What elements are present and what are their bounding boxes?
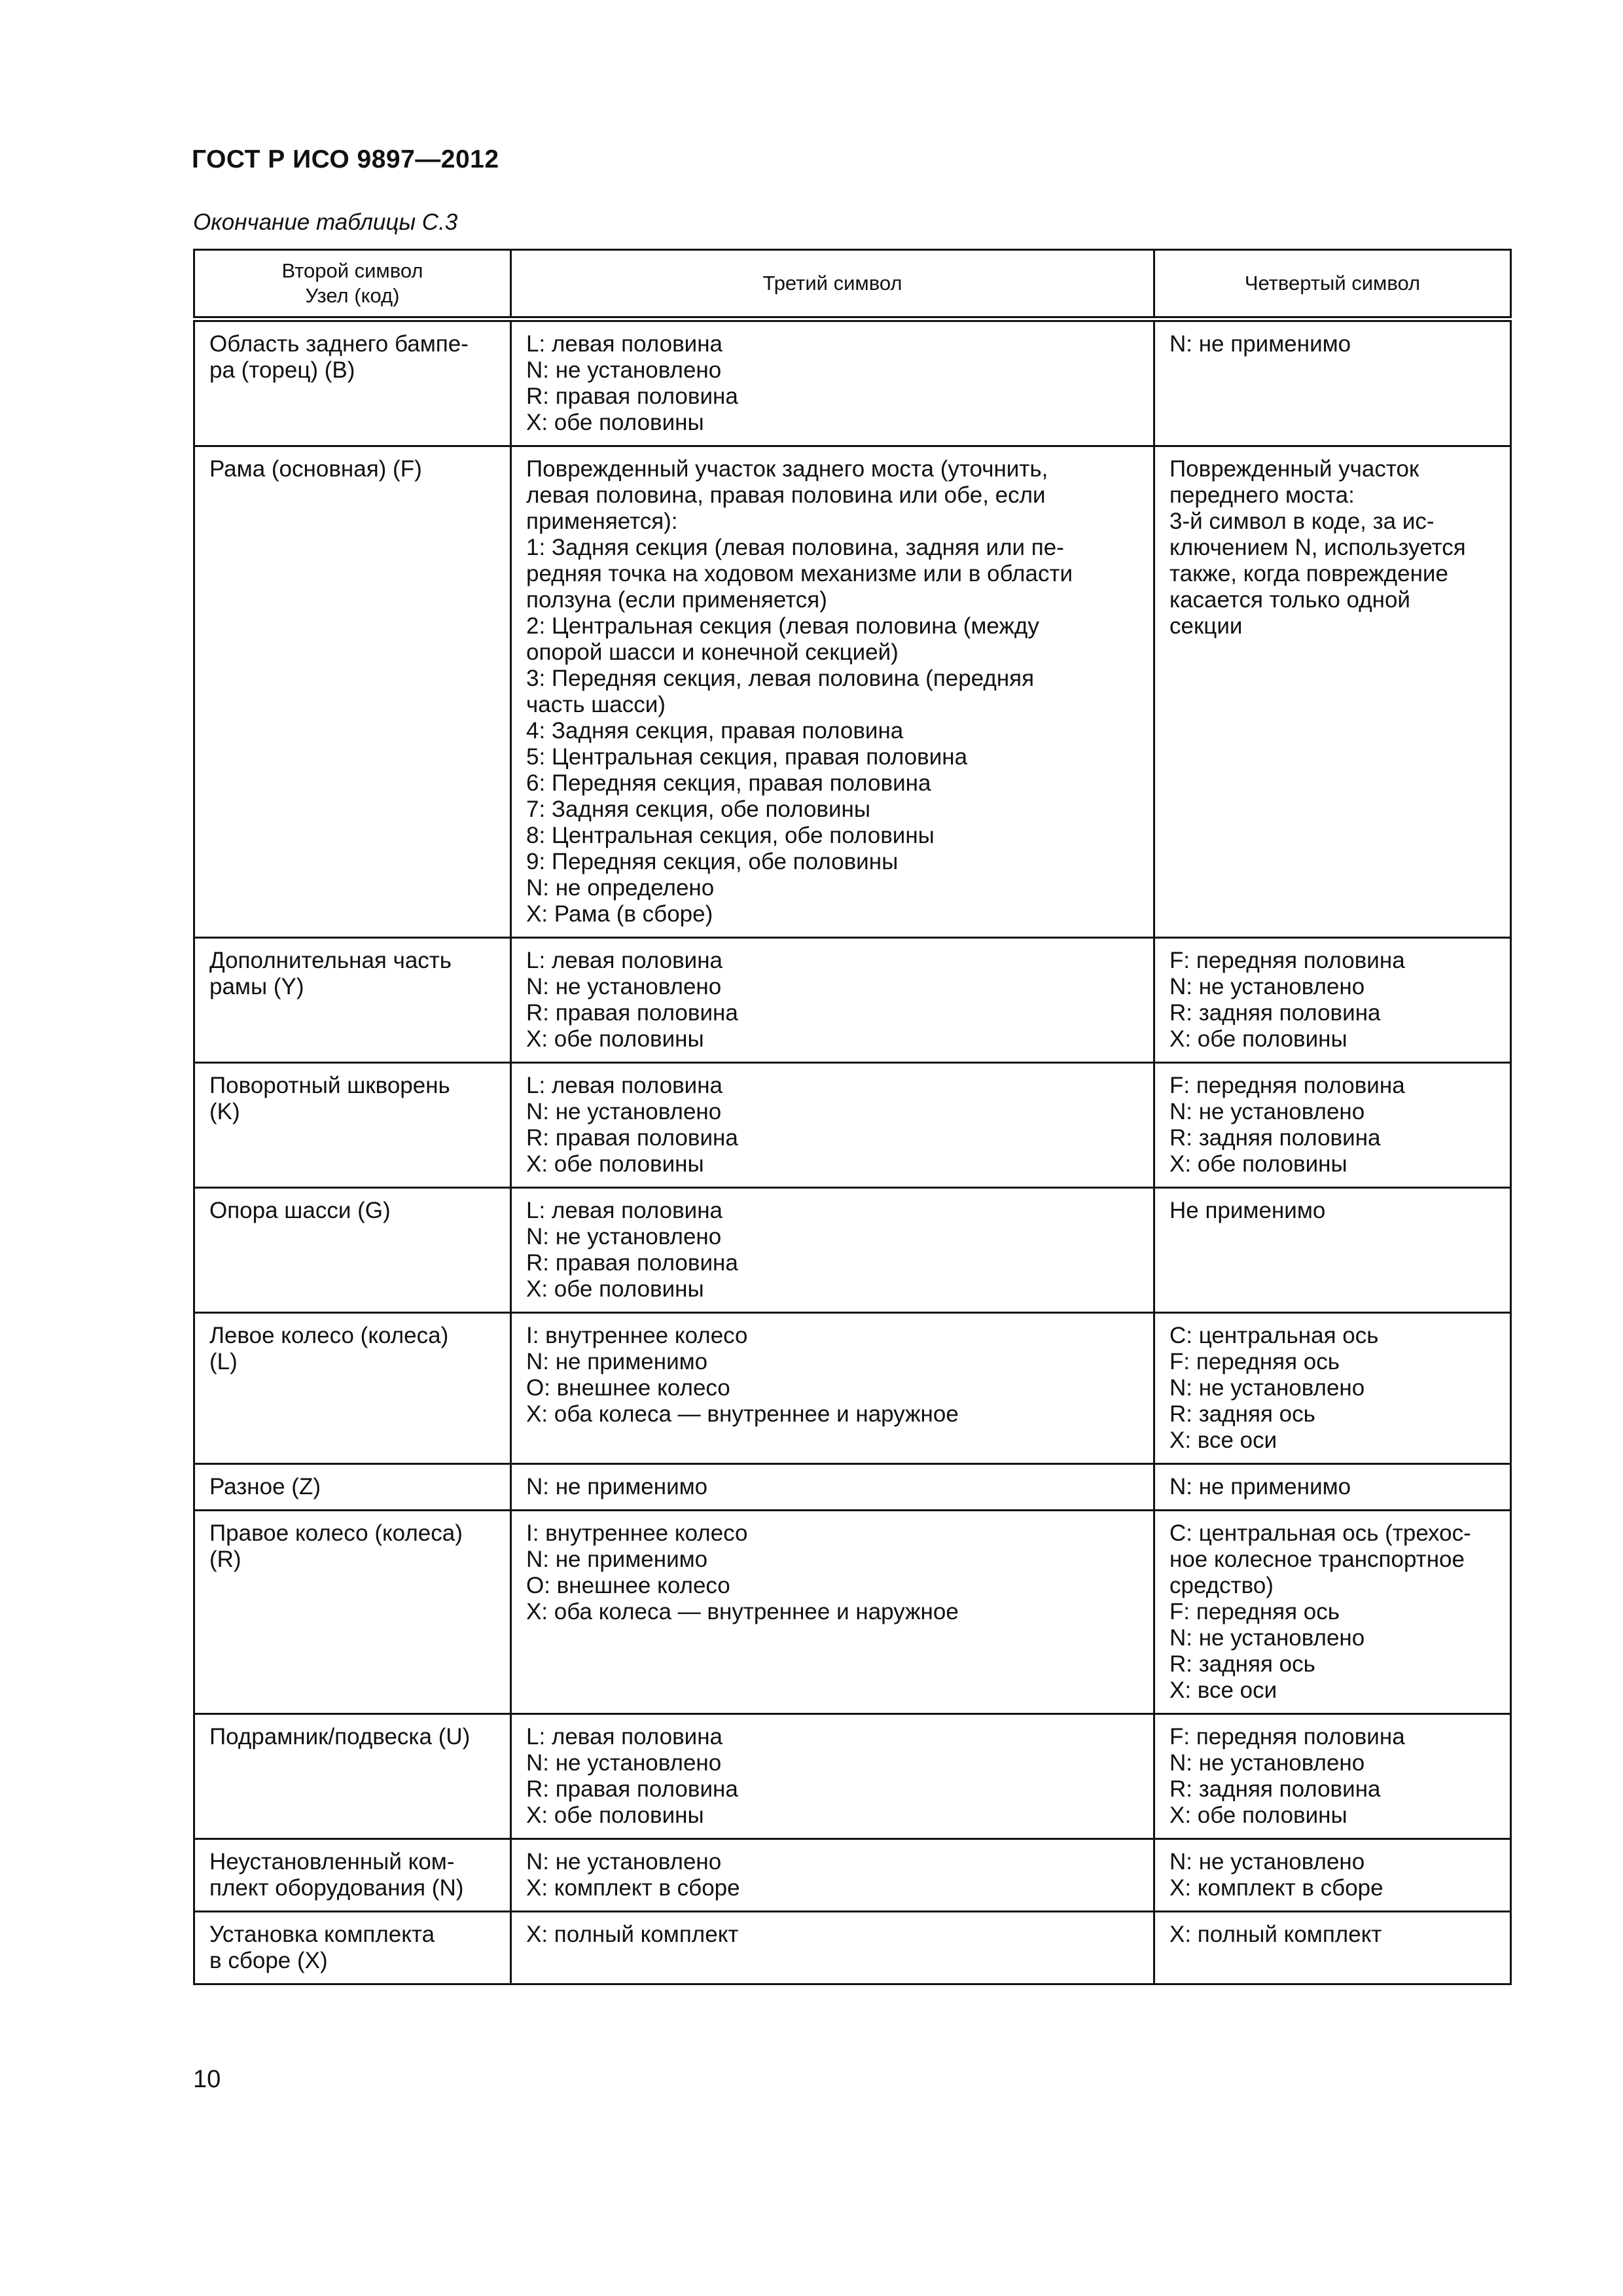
cell-line: ползуна (если применяется) [526, 587, 827, 613]
cell-line: X: оба колеса — внутреннее и наружное [526, 1599, 959, 1624]
cell-fourth-symbol [1154, 1839, 1511, 1912]
cell-line: X: оба колеса — внутреннее и наружное [526, 1401, 959, 1427]
table-row [194, 1839, 1511, 1912]
cell-line: X: обе половины [526, 410, 704, 435]
cell-line: F: передняя ось [1169, 1599, 1340, 1624]
cell-node [194, 1464, 511, 1511]
cell-third-symbol [511, 1063, 1154, 1188]
cell-line: Подрамник/подвеска (U) [209, 1724, 471, 1749]
cell-fourth-symbol [1154, 1313, 1511, 1464]
cell-fourth-symbol [1154, 1063, 1511, 1188]
cell-line: переднего моста: [1169, 482, 1355, 508]
cell-line: N: не установлено [526, 1849, 722, 1874]
cell-line: C: центральная ось (трехос- [1169, 1520, 1471, 1546]
cell-third-symbol [511, 1511, 1154, 1714]
cell-third-symbol [511, 319, 1154, 446]
cell-line: Левое колесо (колеса) [209, 1323, 449, 1348]
cell-node [194, 1839, 511, 1912]
cell-line: L: левая половина [526, 1724, 723, 1749]
cell-line: R: правая половина [526, 1250, 738, 1276]
cell-line: R: правая половина [526, 1776, 738, 1802]
cell-third-symbol [511, 1464, 1154, 1511]
cell-third-symbol [511, 938, 1154, 1063]
cell-line: 2: Центральная секция (левая половина (между [526, 613, 1039, 639]
table-header [194, 250, 1511, 319]
cell-fourth-symbol [1154, 938, 1511, 1063]
cell-line: X: обе половины [526, 1803, 704, 1828]
cell-line: R: задняя половина [1169, 1776, 1381, 1802]
cell-line: N: не установлено [526, 1750, 722, 1776]
table-body [194, 319, 1511, 1984]
cell-line: F: передняя половина [1169, 948, 1405, 973]
cell-line: 3-й символ в коде, за ис- [1169, 509, 1435, 534]
cell-line: X: все оси [1169, 1427, 1277, 1453]
cell-fourth-symbol [1154, 1511, 1511, 1714]
cell-line: X: Рама (в сборе) [526, 901, 713, 927]
table-row [194, 1912, 1511, 1984]
table-row [194, 1063, 1511, 1188]
header-second-symbol-line2: Узел (код) [305, 284, 400, 307]
cell-line: I: внутреннее колесо [526, 1520, 748, 1546]
table-row [194, 446, 1511, 938]
cell-line: N: не установлено [1169, 1625, 1365, 1651]
cell-line: Не применимо [1169, 1198, 1326, 1223]
cell-line: X: обе половины [526, 1276, 704, 1302]
cell-line: I: внутреннее колесо [526, 1323, 748, 1348]
cell-line: Поврежденный участок [1169, 456, 1419, 482]
cell-line: X: все оси [1169, 1677, 1277, 1703]
header-second-symbol-line1: Второй символ [281, 259, 423, 282]
cell-line: C: центральная ось [1169, 1323, 1379, 1348]
cell-line: Неустановленный ком- [209, 1849, 455, 1874]
cell-line: X: обе половины [1169, 1803, 1347, 1828]
cell-line: X: комплект в сборе [526, 1875, 740, 1901]
cell-line: касается только одной [1169, 587, 1410, 613]
cell-line: редняя точка на ходовом механизме или в области [526, 561, 1073, 586]
cell-line: ра (торец) (B) [209, 357, 355, 383]
cell-line: опорой шасси и конечной секцией) [526, 639, 899, 665]
cell-line: ное колесное транспортное [1169, 1547, 1465, 1572]
page-number: 10 [193, 2066, 221, 2093]
cell-line: F: передняя половина [1169, 1724, 1405, 1749]
cell-third-symbol [511, 1839, 1154, 1912]
cell-line: N: не применимо [1169, 331, 1351, 357]
cell-line: R: задняя ось [1169, 1401, 1315, 1427]
cell-node [194, 1188, 511, 1313]
cell-line: 5: Центральная секция, правая половина [526, 744, 968, 770]
cell-line: 8: Центральная секция, обе половины [526, 823, 935, 848]
cell-line: R: задняя ось [1169, 1651, 1315, 1677]
cell-line: в сборе (X) [209, 1948, 328, 1973]
cell-line: средство) [1169, 1573, 1274, 1598]
cell-third-symbol [511, 1313, 1154, 1464]
cell-line: R: задняя половина [1169, 1125, 1381, 1151]
cell-line: Опора шасси (G) [209, 1198, 391, 1223]
cell-line: X: обе половины [1169, 1151, 1347, 1177]
cell-line: N: не установлено [1169, 1375, 1365, 1401]
cell-line: R: правая половина [526, 1000, 738, 1026]
cell-fourth-symbol [1154, 1714, 1511, 1839]
cell-fourth-symbol [1154, 1912, 1511, 1984]
cell-line: применяется): [526, 509, 678, 534]
cell-line: 9: Передняя секция, обе половины [526, 849, 899, 874]
cell-line: Установка комплекта [209, 1922, 435, 1947]
cell-fourth-symbol [1154, 1188, 1511, 1313]
cell-line: (R) [209, 1547, 241, 1572]
cell-line: L: левая половина [526, 1073, 723, 1098]
cell-line: R: правая половина [526, 1125, 738, 1151]
table-header-row [194, 250, 1511, 319]
cell-line: X: полный комплект [526, 1922, 739, 1947]
cell-line: X: обе половины [526, 1151, 704, 1177]
cell-node [194, 319, 511, 446]
table-row [194, 1464, 1511, 1511]
header-third-symbol: Третий символ [511, 250, 1154, 319]
cell-line: N: не установлено [526, 1099, 722, 1124]
document-header: ГОСТ Р ИСО 9897—2012 [192, 145, 499, 173]
cell-line: N: не определено [526, 875, 715, 901]
cell-line: N: не установлено [1169, 1849, 1365, 1874]
cell-line: R: задняя половина [1169, 1000, 1381, 1026]
header-fourth-symbol: Четвертый символ [1154, 250, 1511, 319]
table-row [194, 319, 1511, 446]
cell-line: 6: Передняя секция, правая половина [526, 770, 931, 796]
cell-fourth-symbol [1154, 319, 1511, 446]
cell-line: секции [1169, 613, 1243, 639]
table-row [194, 1188, 1511, 1313]
cell-line: F: передняя половина [1169, 1073, 1405, 1098]
cell-fourth-symbol [1154, 1464, 1511, 1511]
cell-line: O: внешнее колесо [526, 1375, 730, 1401]
header-second-symbol [194, 250, 511, 319]
cell-line: N: не установлено [526, 974, 722, 999]
cell-line: N: не применимо [526, 1474, 708, 1499]
cell-line: N: не установлено [526, 357, 722, 383]
cell-node [194, 1714, 511, 1839]
cell-line: X: комплект в сборе [1169, 1875, 1383, 1901]
cell-line: Рама (основная) (F) [209, 456, 422, 482]
cell-third-symbol [511, 446, 1154, 938]
table-row [194, 1714, 1511, 1839]
cell-line: Поворотный шкворень [209, 1073, 450, 1098]
cell-line: рамы (Y) [209, 974, 304, 999]
cell-fourth-symbol [1154, 446, 1511, 938]
cell-line: X: обе половины [526, 1026, 704, 1052]
cell-line: левая половина, правая половина или обе, если [526, 482, 1046, 508]
cell-node [194, 1912, 511, 1984]
cell-line: N: не установлено [526, 1224, 722, 1249]
cell-third-symbol [511, 1912, 1154, 1984]
cell-line: O: внешнее колесо [526, 1573, 730, 1598]
cell-line: 3: Передняя секция, левая половина (передняя [526, 666, 1035, 691]
cell-line: Дополнительная часть [209, 948, 452, 973]
cell-node [194, 1511, 511, 1714]
cell-line: (K) [209, 1099, 240, 1124]
cell-line: N: не установлено [1169, 1099, 1365, 1124]
cell-line: Разное (Z) [209, 1474, 321, 1499]
cell-line: плект оборудования (N) [209, 1875, 464, 1901]
cell-line: N: не установлено [1169, 974, 1365, 999]
cell-line: Область заднего бампе- [209, 331, 469, 357]
table-row [194, 1511, 1511, 1714]
cell-third-symbol [511, 1714, 1154, 1839]
cell-line: часть шасси) [526, 692, 666, 717]
cell-line: F: передняя ось [1169, 1349, 1340, 1374]
symbol-table [193, 249, 1512, 1985]
cell-node [194, 938, 511, 1063]
cell-node [194, 1313, 511, 1464]
cell-line: L: левая половина [526, 331, 723, 357]
cell-line: Правое колесо (колеса) [209, 1520, 463, 1546]
cell-line: ключением N, используется [1169, 535, 1466, 560]
cell-line: также, когда повреждение [1169, 561, 1448, 586]
cell-line: N: не установлено [1169, 1750, 1365, 1776]
cell-line: N: не применимо [1169, 1474, 1351, 1499]
cell-node [194, 446, 511, 938]
cell-line: N: не применимо [526, 1349, 708, 1374]
cell-line: N: не применимо [526, 1547, 708, 1572]
table-row [194, 1313, 1511, 1464]
cell-line: R: правая половина [526, 384, 738, 409]
cell-line: 1: Задняя секция (левая половина, задняя или пе- [526, 535, 1064, 560]
cell-line: L: левая половина [526, 948, 723, 973]
cell-line: (L) [209, 1349, 238, 1374]
cell-line: L: левая половина [526, 1198, 723, 1223]
cell-line: 7: Задняя секция, обе половины [526, 797, 871, 822]
cell-line: X: обе половины [1169, 1026, 1347, 1052]
table-row [194, 938, 1511, 1063]
cell-node [194, 1063, 511, 1188]
cell-line: X: полный комплект [1169, 1922, 1382, 1947]
cell-line: Поврежденный участок заднего моста (уточнить, [526, 456, 1048, 482]
cell-third-symbol [511, 1188, 1154, 1313]
table-caption: Окончание таблицы С.3 [193, 209, 458, 235]
cell-line: 4: Задняя секция, правая половина [526, 718, 904, 744]
